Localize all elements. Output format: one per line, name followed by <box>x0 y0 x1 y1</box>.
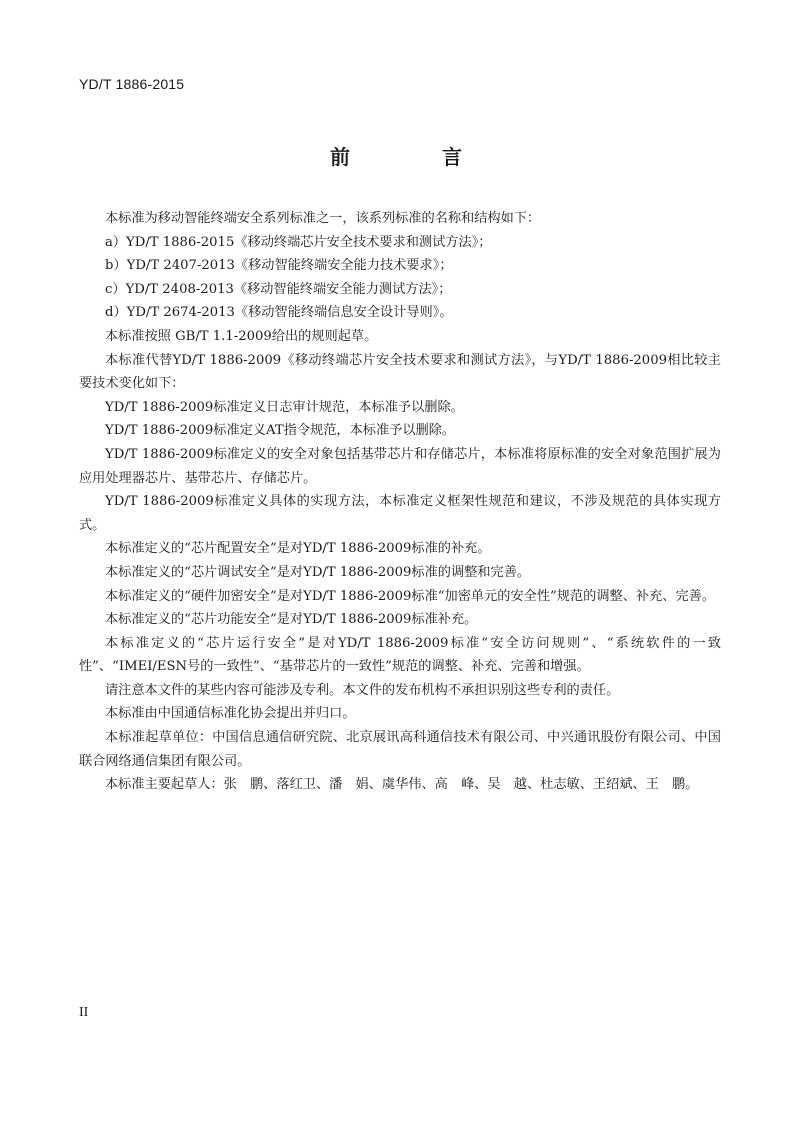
paragraph: YD/T 1886-2009标准定义AT指令规范，本标准予以删除。 <box>105 423 456 439</box>
paragraph: YD/T 1886-2009标准定义的安全对象包括基带芯片和存储芯片，本标准将原标准的安全对象范围扩展为应用处理器芯片、基带芯片、存储芯片。 <box>79 446 721 486</box>
paragraph: 本标准定义的“芯片调试安全”是对YD/T 1886-2009标准的调整和完善。 <box>105 564 531 580</box>
document-body <box>79 207 721 797</box>
list-item: b）YD/T 2407-2013《移动智能终端安全能力技术要求》； <box>105 258 453 274</box>
paragraph: 本标准起草单位：中国信息通信研究院、北京展讯高科通信技术有限公司、中兴通讯股份有限公司、中国联合网络通信集团有限公司。 <box>79 730 721 769</box>
paragraph: 本标准由中国通信标准化协会提出并归口。 <box>105 706 356 722</box>
paragraph: 本标准定义的“芯片配置安全”是对YD/T 1886-2009标准的补充。 <box>105 541 491 557</box>
paragraph: 请注意本文件的某些内容可能涉及专利。本文件的发布机构不承担识别这些专利的责任。 <box>105 682 620 698</box>
paragraph: 本标准定义的“芯片运行安全”是对YD/T 1886-2009标准“安全访问规则”、“系统软件的一致性”、“IMEI/ESN号的一致性”、“基带芯片的一致性”规范的调整、补充、完善和增强。 <box>79 635 721 675</box>
list-item: c）YD/T 2408-2013《移动智能终端安全能力测试方法》； <box>105 281 452 297</box>
list-item: a）YD/T 1886-2015《移动终端芯片安全技术要求和测试方法》； <box>105 234 492 250</box>
paragraph: 本标准主要起草人：张 鹏、落红卫、潘 娟、虞华伟、高 峰、吴 越、杜志敏、王绍斌、王 鹏。 <box>105 777 699 793</box>
paragraph: YD/T 1886-2009标准定义日志审计规范，本标准予以删除。 <box>105 399 464 415</box>
paragraph: 本标准定义的“芯片功能安全”是对YD/T 1886-2009标准补充。 <box>105 612 478 628</box>
page-number: II <box>79 1005 89 1020</box>
paragraph: 本标准定义的“硬件加密安全”是对YD/T 1886-2009标准“加密单元的安全性”规范的调整、补充、完善。 <box>105 588 716 604</box>
paragraph: YD/T 1886-2009标准定义具体的实现方法，本标准定义框架性规范和建议，不涉及规范的具体实现方式。 <box>79 494 721 533</box>
paragraph: 本标准按照 GB/T 1.1-2009给出的规则起草。 <box>105 328 378 344</box>
document-header: YD/T 1886-2015 <box>79 76 185 92</box>
paragraph: 本标准为移动智能终端安全系列标准之一，该系列标准的名称和结构如下： <box>105 211 541 226</box>
list-item: d）YD/T 2674-2013《移动智能终端信息安全设计导则》。 <box>105 305 453 321</box>
section-title: 前 言 <box>330 145 498 169</box>
paragraph: 本标准代替YD/T 1886-2009《移动终端芯片安全技术要求和测试方法》，与YD/T 1886-2009相比较主要技术变化如下： <box>79 352 721 392</box>
